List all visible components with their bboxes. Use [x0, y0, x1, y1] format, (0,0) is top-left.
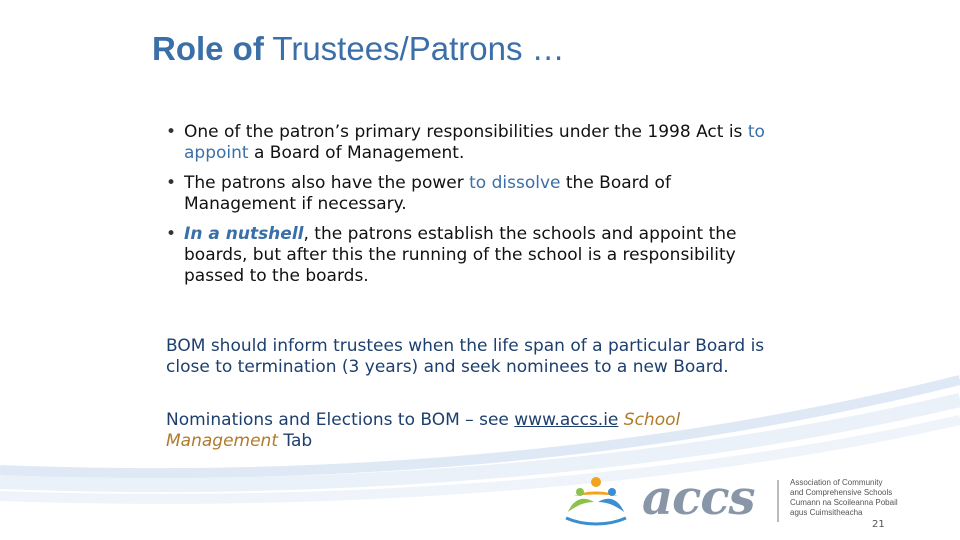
bom-paragraph: BOM should inform trustees when the life span of a particular Board is close to termination (3 years) and seek nominees to a new Board. — [166, 336, 765, 377]
logo-tagline — [790, 478, 930, 518]
bullet-highlight: In a nutshell — [184, 224, 304, 244]
bullet-dot: • — [166, 122, 177, 142]
tab-name: School Management — [166, 410, 681, 451]
nominations-paragraph — [166, 410, 776, 452]
bullet-text: One of the patron’s primary responsibilities under the 1998 Act is — [184, 122, 748, 142]
bullet-text: the Board of Management if necessary. — [184, 173, 671, 214]
people-emblem-icon — [560, 472, 632, 528]
bullet-highlight: to appoint — [184, 122, 765, 163]
bullet-highlight: to dissolve — [469, 173, 561, 193]
bullet-text: a Board of Management. — [248, 143, 465, 163]
logo-divider — [777, 480, 779, 522]
title-bold: Role of — [152, 30, 264, 67]
logo-line: Association of Community — [790, 478, 883, 487]
logo-line: agus Cuimsitheacha — [790, 508, 863, 517]
logo-line: and Comprehensive Schools — [790, 488, 893, 497]
accs-link[interactable]: www.accs.ie — [514, 410, 619, 430]
bullet-dot: • — [166, 173, 177, 193]
title-rest: Trustees/Patrons … — [272, 30, 565, 67]
bullet-text: The patrons also have the power — [184, 173, 470, 193]
nominations-text: Nominations and Elections to BOM – see — [166, 410, 515, 430]
bullet-item — [166, 122, 776, 164]
bullet-dot: • — [166, 224, 177, 244]
page-title — [152, 30, 565, 68]
bullet-list — [166, 122, 776, 296]
bullet-text: , the patrons establish the schools and appoint the boards, but after this the running of the school is a responsibility passed to the boards. — [184, 224, 737, 286]
logo-wordmark: accs — [642, 470, 755, 526]
logo-line: Cumann na Scoileanna Pobail — [790, 498, 898, 507]
bullet-item — [166, 173, 776, 215]
bullet-item — [166, 224, 776, 287]
nominations-text-end: Tab — [278, 431, 313, 451]
page-number: 21 — [872, 519, 885, 530]
